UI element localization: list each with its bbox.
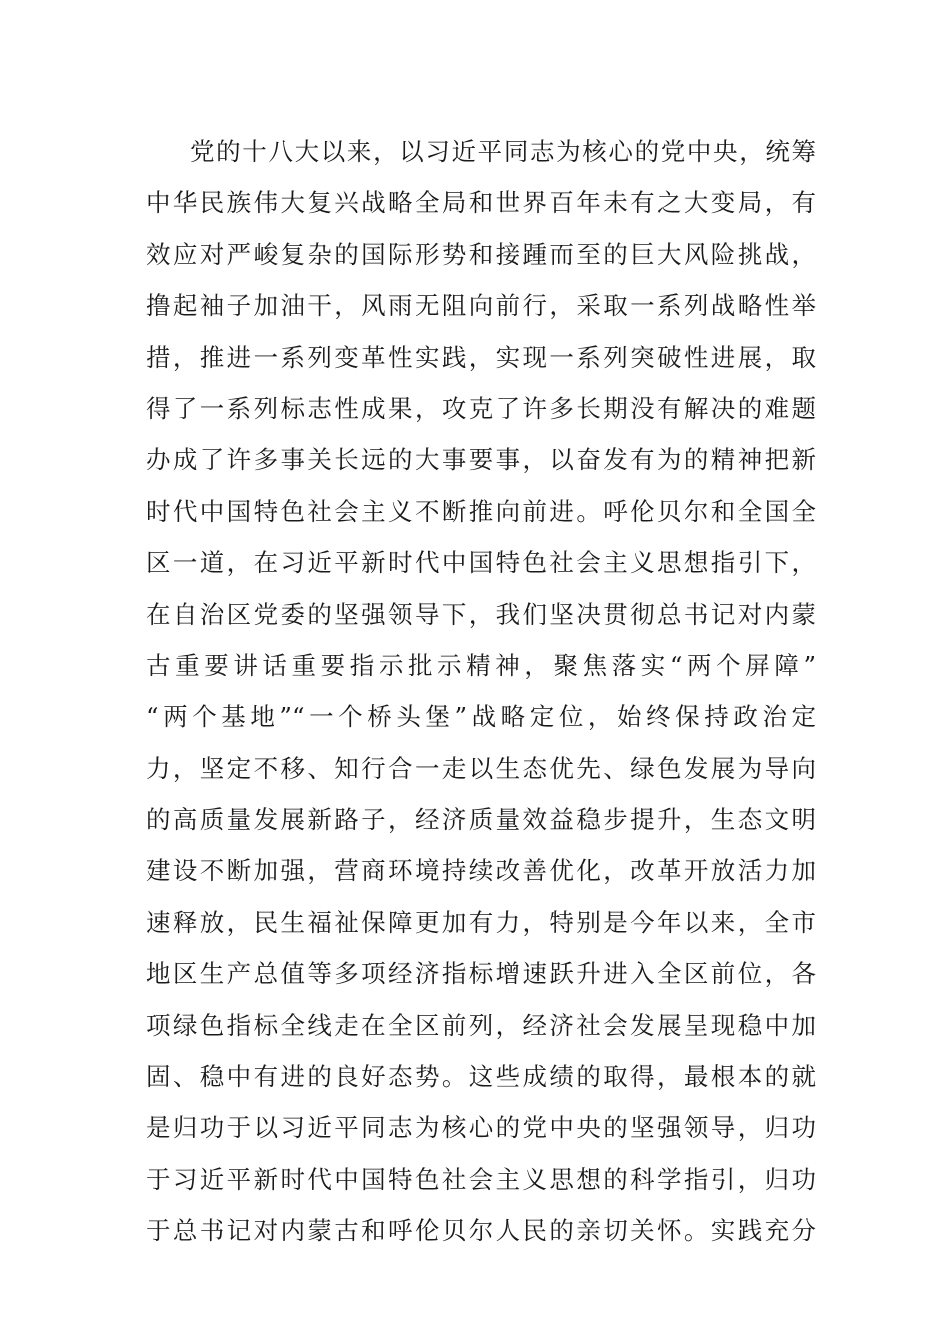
paragraph-line: 措，推进一系列变革性实践，实现一系列突破性进展，取 — [146, 342, 816, 372]
paragraph-line: 速释放，民生福祉保障更加有力，特别是今年以来，全市 — [146, 907, 816, 937]
paragraph-line: 地区生产总值等多项经济指标增速跃升进入全区前位，各 — [146, 959, 816, 989]
paragraph-line: 建设不断加强，营商环境持续改善优化，改革开放活力加 — [146, 856, 816, 886]
paragraph-line: 办成了许多事关长远的大事要事，以奋发有为的精神把新 — [146, 445, 816, 475]
paragraph-line: 时代中国特色社会主义不断推向前进。呼伦贝尔和全国全 — [146, 496, 816, 526]
body-paragraph — [146, 126, 816, 1257]
paragraph-line: 固、稳中有进的良好态势。这些成绩的取得，最根本的就 — [146, 1062, 816, 1092]
paragraph-line: 项绿色指标全线走在全区前列，经济社会发展呈现稳中加 — [146, 1010, 816, 1040]
paragraph-line: 党的十八大以来，以习近平同志为核心的党中央，统筹 — [190, 137, 816, 166]
paragraph-line: 古重要讲话重要指示批示精神，聚焦落实“两个屏障” — [146, 650, 816, 680]
paragraph-line: 于习近平新时代中国特色社会主义思想的科学指引，归功 — [146, 1164, 816, 1194]
paragraph-line: 在自治区党委的坚强领导下，我们坚决贯彻总书记对内蒙 — [146, 599, 816, 629]
paragraph-line: 得了一系列标志性成果，攻克了许多长期没有解决的难题 — [146, 393, 816, 423]
paragraph-line: 力，坚定不移、知行合一走以生态优先、绿色发展为导向 — [146, 753, 816, 783]
paragraph-line: 中华民族伟大复兴战略全局和世界百年未有之大变局，有 — [146, 188, 816, 218]
paragraph-line: 的高质量发展新路子，经济质量效益稳步提升，生态文明 — [146, 805, 816, 835]
paragraph-line: “两个基地”“一个桥头堡”战略定位，始终保持政治定 — [146, 702, 816, 732]
paragraph-line: 于总书记对内蒙古和呼伦贝尔人民的亲切关怀。实践充分 — [146, 1216, 816, 1246]
paragraph-line: 撸起袖子加油干，风雨无阻向前行，采取一系列战略性举 — [146, 291, 816, 321]
paragraph-line: 区一道，在习近平新时代中国特色社会主义思想指引下， — [146, 548, 816, 578]
paragraph-line: 是归功于以习近平同志为核心的党中央的坚强领导，归功 — [146, 1113, 816, 1143]
paragraph-line: 效应对严峻复杂的国际形势和接踵而至的巨大风险挑战， — [146, 239, 816, 269]
